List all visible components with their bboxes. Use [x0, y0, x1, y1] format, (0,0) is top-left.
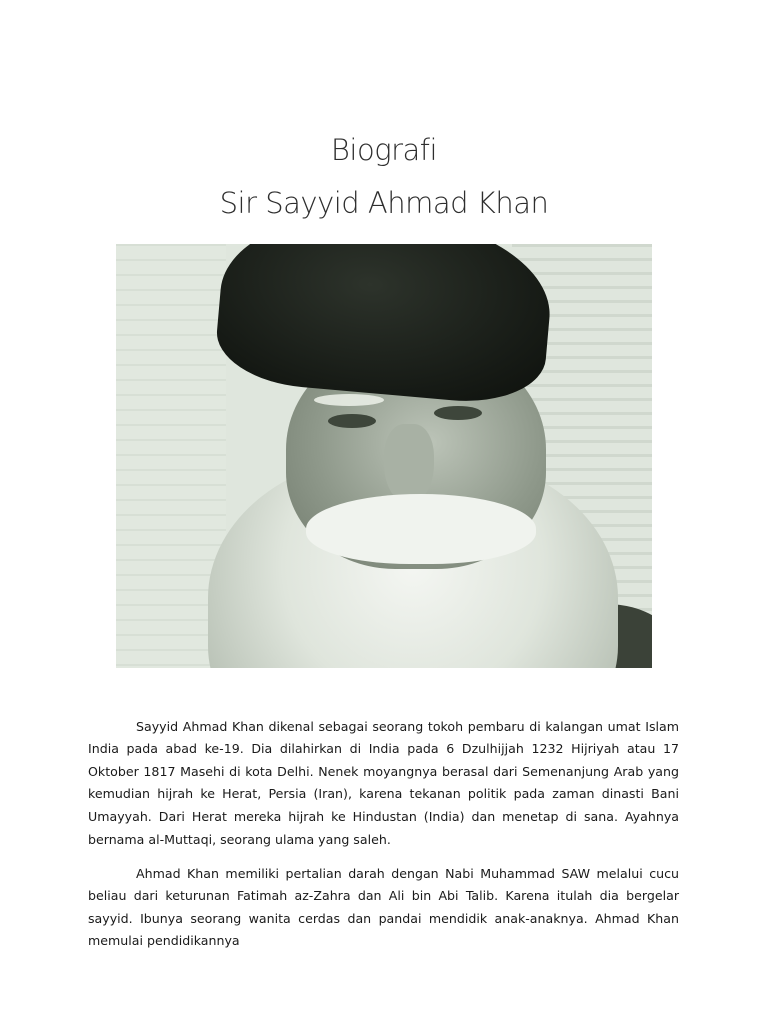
portrait-mustache	[306, 494, 536, 564]
body-paragraph-1: Sayyid Ahmad Khan dikenal sebagai seorang tokoh pembaru di kalangan umat Islam India pada abad ke-19. Dia dilahirkan di India pada 6 Dzulhijjah 1232 Hijriyah atau 17 Oktober 1817 Masehi di kota Delhi. Nenek moyangnya berasal dari Semenanjung Arab yang kemudian hijrah ke Herat, Persia (Iran), karena tekanan politik pada zaman dinasti Bani Umayyah. Dari Herat mereka hijrah ke Hindustan (India) dan menetap di sana. Ayahnya bernama al-Muttaqi, seorang ulama yang saleh.	[88, 718, 679, 847]
portrait-cap	[213, 244, 557, 408]
portrait-photo	[116, 244, 652, 668]
portrait-eye-right	[434, 406, 482, 420]
title-line-2: Sir Sayyid Ahmad Khan	[219, 186, 549, 220]
portrait-nose	[384, 424, 434, 504]
portrait-brow-left	[314, 394, 384, 406]
title-line-1: Biografi	[330, 133, 438, 167]
body-paragraph-2: Ahmad Khan memiliki pertalian darah dengan Nabi Muhammad SAW melalui cucu beliau dari keturunan Fatimah az-Zahra dan Ali bin Abi Talib. Karena itulah dia bergelar sayyid. Ibunya seorang wanita cerdas dan pandai mendidik anak-anaknya. Ahmad Khan memulai pendidikannya	[88, 865, 679, 949]
portrait-eye-left	[328, 414, 376, 428]
